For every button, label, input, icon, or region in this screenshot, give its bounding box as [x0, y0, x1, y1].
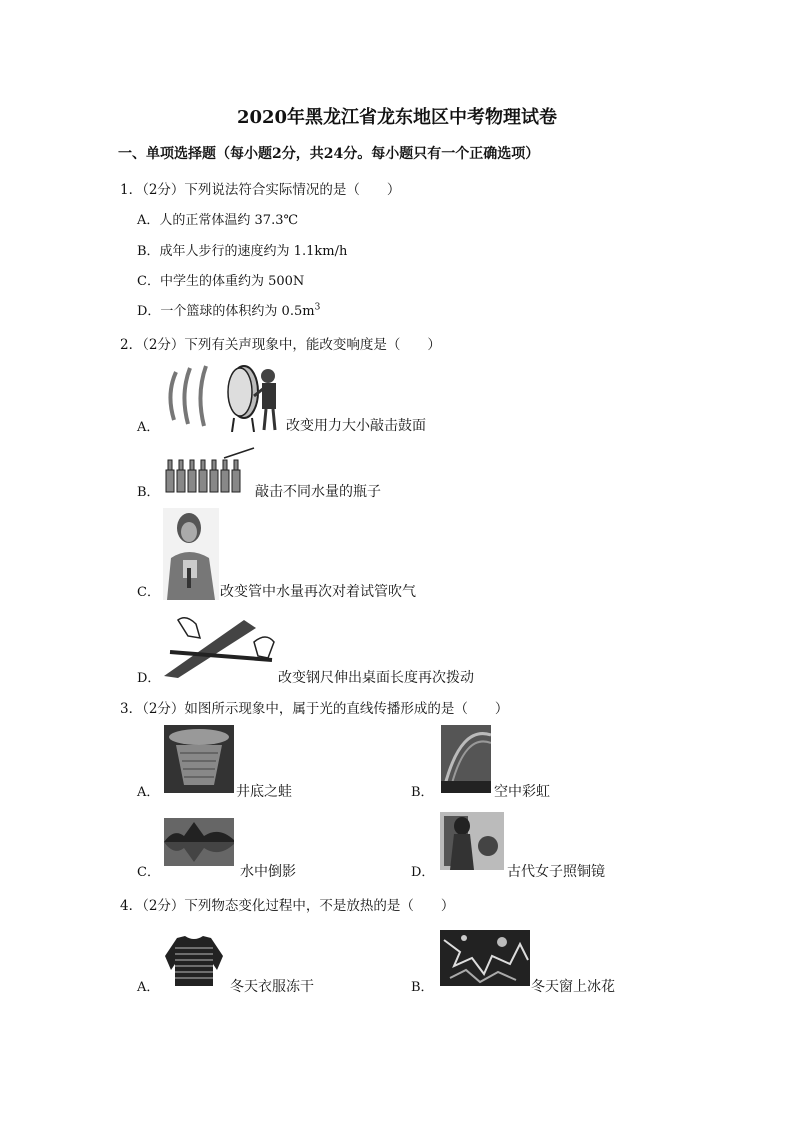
question-4-letter-a: A．	[137, 980, 160, 995]
question-1-option-b: B．成年人步行的速度约为 1.1km/h	[137, 244, 348, 259]
question-3-caption-d: 古代女子照铜镜	[507, 864, 605, 880]
question-4-caption-b: 冬天窗上冰花	[531, 979, 615, 995]
question-3-stem: 3．（2分）如图所示现象中，属于光的直线传播形成的是（ ）	[120, 701, 509, 717]
question-1-stem: 1．（2分）下列说法符合实际情况的是（ ）	[120, 182, 401, 198]
question-2-letter-b: B．	[137, 485, 160, 500]
option-d-text: D．一个篮球的体积约为 0.5m	[137, 304, 315, 319]
frog-in-well-image	[164, 725, 234, 793]
question-1-option-a: A．人的正常体温约 37.3℃	[137, 213, 299, 228]
drum-figure-image	[162, 362, 284, 432]
bronze-mirror-image	[440, 812, 504, 870]
question-1-option-d	[137, 300, 320, 319]
question-1-option-c: C．中学生的体重约为 500N	[137, 274, 305, 289]
question-2-stem: 2．（2分）下列有关声现象中，能改变响度是（ ）	[120, 337, 441, 353]
question-4-letter-b: B．	[411, 980, 434, 995]
question-4-caption-a: 冬天衣服冻干	[230, 979, 314, 995]
bottles-figure-image	[164, 446, 256, 494]
page-title: 2020年黑龙江省龙东地区中考物理试卷	[236, 107, 558, 128]
ruler-figure-image	[164, 612, 278, 678]
girl-blowing-figure-image	[163, 508, 219, 600]
question-2-letter-d: D．	[137, 671, 161, 686]
rainbow-image	[441, 725, 491, 793]
question-3-letter-d: D．	[411, 865, 435, 880]
water-reflection-image	[164, 818, 234, 866]
question-3-caption-a: 井底之蛙	[236, 784, 292, 800]
question-3-letter-a: A．	[137, 785, 160, 800]
question-2-caption-a: 改变用力大小敲击鼓面	[286, 418, 426, 434]
question-2-letter-c: C．	[137, 585, 160, 600]
question-2-caption-c: 改变管中水量再次对着试管吹气	[220, 584, 416, 600]
question-2-caption-b: 敲击不同水量的瓶子	[255, 484, 381, 500]
question-3-caption-c: 水中倒影	[240, 864, 296, 880]
question-3-caption-b: 空中彩虹	[494, 784, 550, 800]
ice-flower-image	[440, 930, 530, 986]
question-3-letter-c: C．	[137, 865, 160, 880]
question-2-caption-d: 改变钢尺伸出桌面长度再次拨动	[278, 670, 474, 686]
question-2-letter-a: A．	[137, 420, 160, 435]
option-d-superscript: 3	[314, 302, 321, 313]
question-3-letter-b: B．	[411, 785, 434, 800]
sweater-image	[163, 934, 225, 988]
section-heading: 一、单项选择题（每小题2分，共24分。每小题只有一个正确选项）	[118, 146, 540, 162]
question-4-stem: 4．（2分）下列物态变化过程中，不是放热的是（ ）	[120, 898, 455, 914]
